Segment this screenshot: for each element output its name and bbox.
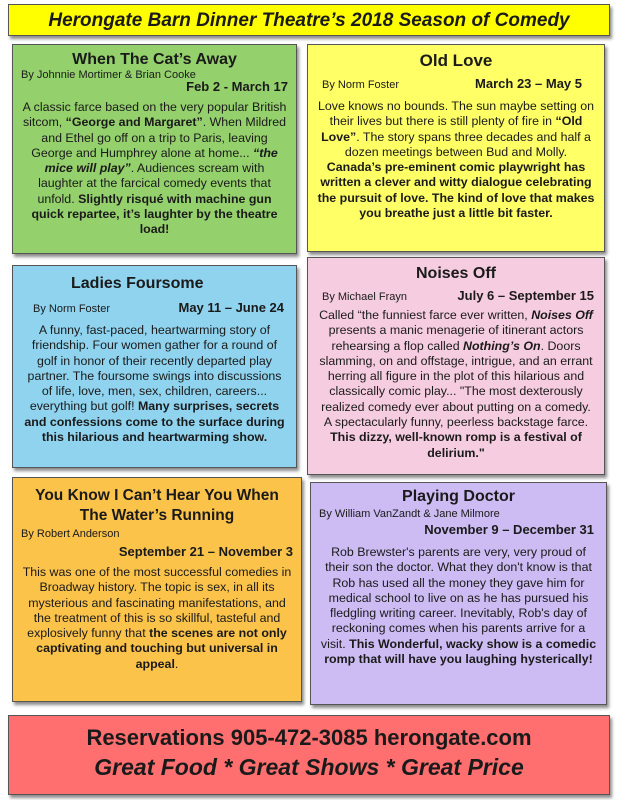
show-dates: May 11 – June 24	[178, 300, 284, 315]
description-text: A funny, fast-paced, heartwarming story of friendship. Four women gather for a round of golf in honor of their recently departed play partner. The foursome swings into discussions of life, love, men, sex, children, careers... everything but golf!	[27, 323, 282, 414]
show-author: By Norm Foster	[33, 303, 111, 315]
description-text: Canada’s pre-eminent comic playwright has written a clever and witty dialogue celebrating the pursuit of love. The kind of love that makes you breathe just a little bit faster.	[317, 160, 595, 221]
description-text: A classic farce based on the very popular British sitcom,	[22, 100, 287, 130]
description-text: . When Mildred and Ethel go off on a trip to Paris, leaving George and Humphrey alone at home...	[31, 115, 287, 160]
show-panel-ladies-foursome	[12, 265, 297, 468]
show-description	[316, 308, 596, 461]
show-title: Old Love	[419, 51, 493, 70]
description-text: presents a manic menagerie of itinerant actors rehearsing a flop called	[328, 323, 584, 353]
season-title-banner	[8, 4, 610, 36]
show-description	[319, 545, 598, 667]
description-text: This Wonderful, wacky show is a comedic romp that will have you laughing hysterically!	[324, 636, 597, 667]
show-dates: November 9 – December 31	[424, 522, 594, 537]
show-dates: March 23 – May 5	[475, 76, 582, 91]
show-author: By Michael Frayn	[322, 291, 407, 303]
show-dates: Feb 2 - March 17	[186, 79, 288, 94]
show-author: By Norm Foster	[322, 79, 400, 91]
reservations-line: Reservations 905-472-3085 herongate.com	[86, 725, 532, 750]
description-text: This was one of the most successful comedies in Broadway history. The topic is sex, in all its mysterious and fascinating manifestations, and the treatment of this is so skillful, tasteful and explosively funny that	[22, 565, 292, 641]
show-author: By William VanZandt & Jane Milmore	[319, 508, 500, 520]
show-author: By Robert Anderson	[21, 528, 120, 540]
description-text: Rob Brewster's parents are very, very proud of their son the doctor. What they don't know is that Rob has used all the money they gave him for medical school to live on as he has pursued his fledgling writing career. Inevitably, Rob's day of reckoning comes when his parents arrive for a visit.	[320, 545, 592, 651]
show-title: Playing Doctor	[402, 488, 515, 505]
show-description	[316, 99, 596, 221]
show-description	[21, 565, 293, 672]
description-text: Noises Off	[531, 308, 593, 322]
description-text: This dizzy, well-known romp is a festival of delirium."	[330, 430, 582, 460]
show-title: When The Cat’s Away	[72, 51, 237, 68]
description-text: . Audiences scream with laughter at the farcical comedy events that unfold.	[37, 161, 271, 206]
show-dates: July 6 – September 15	[457, 288, 594, 303]
description-text: . The story spans three decades and half a dozen meetings between Bud and Molly.	[344, 129, 591, 159]
description-text: Slightly risqué with machine gun quick repartee, it’s laughter by the theatre load!	[31, 191, 278, 237]
description-text: “Old Love”	[321, 114, 583, 144]
description-text: “George and Margaret”	[65, 115, 203, 130]
show-author: By Johnnie Mortimer & Brian Cooke	[21, 69, 196, 81]
description-text: Nothing’s On	[463, 338, 541, 353]
description-text: Called “the funniest farce ever written,	[319, 308, 532, 322]
show-title: Ladies Foursome	[71, 275, 204, 292]
season-title: Herongate Barn Dinner Theatre’s 2018 Season of Comedy	[48, 10, 570, 31]
description-text: . Doors slamming, on and offstage, intrigue, and an errant herring all figure in the plot of this hilarious and classically comic play... "The most dexterously realized comedy ever about putting on a comedy. A spectacularly funny, peerless backstage farce.	[319, 338, 593, 430]
reservations-footer	[8, 715, 610, 795]
show-title: You Know I Can’t Hear You When The Water’s Running	[35, 487, 279, 524]
show-panel-when-the-cats-away	[12, 44, 297, 254]
description-text: Love knows no bounds. The sun maybe setting on their lives but there is still plenty of fire in	[318, 99, 594, 129]
show-description	[21, 100, 288, 238]
description-text: .	[174, 656, 179, 671]
description-text: Many surprises, secrets and confessions come to the surface during this hilarious and heartwarming show.	[24, 399, 285, 445]
show-dates: September 21 – November 3	[118, 544, 293, 559]
show-description	[21, 323, 288, 445]
description-text: “the mice will play”	[44, 145, 278, 176]
show-panel-you-know-i-cant-hear-you	[12, 477, 302, 702]
tagline: Great Food * Great Shows * Great Price	[94, 754, 524, 780]
show-title: Noises Off	[415, 265, 496, 282]
description-text: the scenes are not only captivating and touching but universal in appeal	[36, 626, 287, 671]
show-panel-noises-off	[307, 257, 605, 475]
show-panel-playing-doctor	[310, 482, 607, 705]
show-panel-old-love	[307, 44, 605, 252]
